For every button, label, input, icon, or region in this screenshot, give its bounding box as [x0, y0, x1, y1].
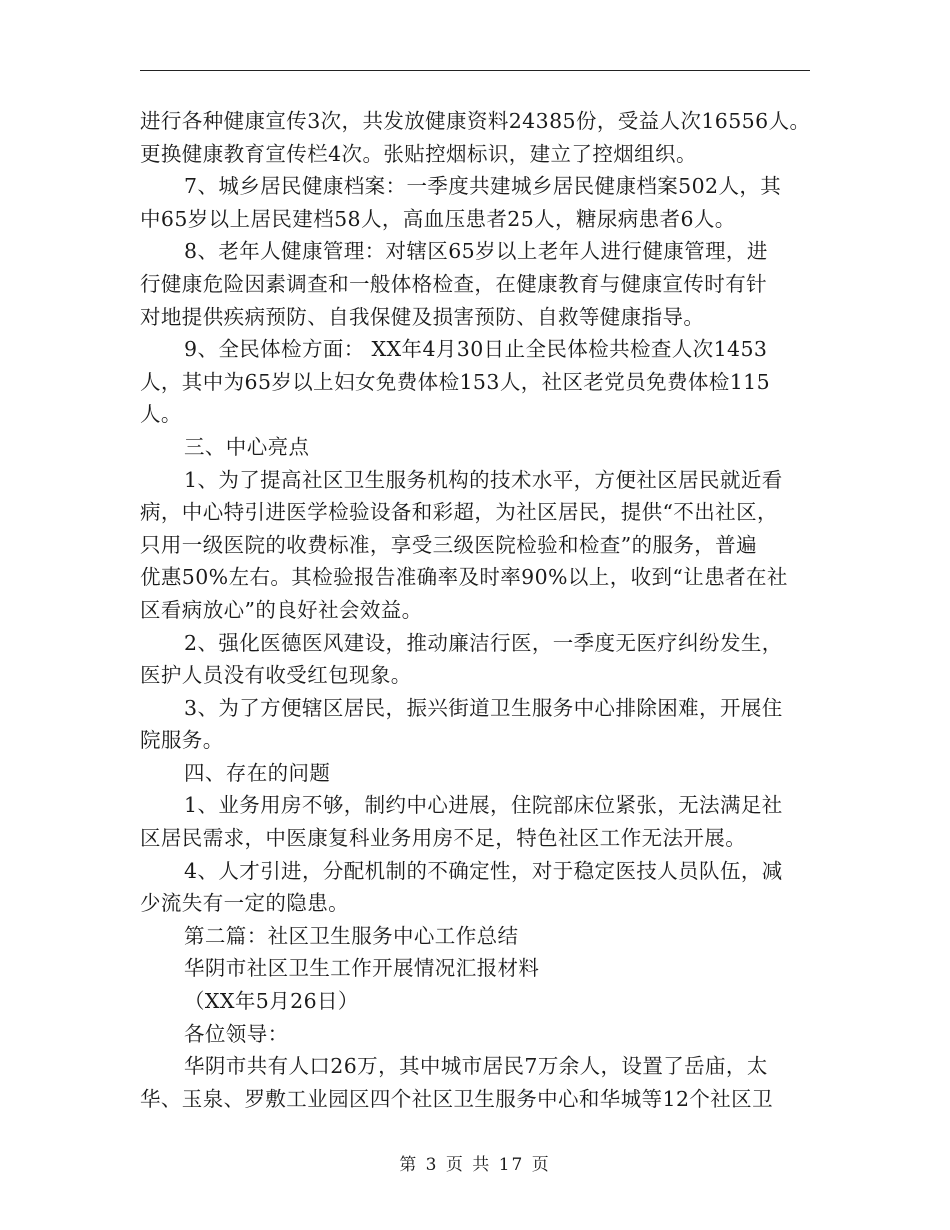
- text-line: 行健康危险因素调查和一般体格检查，在健康教育与健康宣传时有针: [140, 271, 767, 296]
- text-line: 1、业务用房不够，制约中心进展，住院部床位紧张，无法满足社: [184, 793, 783, 818]
- report-title: 华阴市社区卫生工作开展情况汇报材料: [184, 956, 540, 981]
- text-line: 人，其中为65岁以上妇女免费体检153人，社区老党员免费体检115: [140, 369, 771, 394]
- salutation: 各位领导：: [184, 1021, 289, 1046]
- text-line: 8、老年人健康管理：对辖区65岁以上老年人进行健康管理，进: [184, 239, 768, 264]
- text-line: 医护人员没有收受红包现象。: [140, 663, 412, 688]
- text-line: 少流失有一定的隐患。: [140, 891, 349, 916]
- text-line: 华、玉泉、罗敷工业园区四个社区卫生服务中心和华城等12个社区卫: [140, 1086, 773, 1111]
- text-line: 更换健康教育宣传栏4次。张贴控烟标识，建立了控烟组织。: [140, 141, 697, 166]
- text-line: 华阴市共有人口26万，其中城市居民7万余人，设置了岳庙，太: [184, 1054, 768, 1079]
- section-heading: 四、存在的问题: [184, 760, 331, 785]
- text-line: 优惠50%左右。其检验报告准确率及时率90%以上，收到“让患者在社: [140, 565, 788, 590]
- header-rule: [140, 70, 810, 71]
- chapter-title: 第二篇：社区卫生服务中心工作总结: [184, 923, 519, 948]
- text-line: 病，中心特引进医学检验设备和彩超，为社区居民，提供“不出社区，: [140, 500, 778, 525]
- text-line: 院服务。: [140, 728, 224, 753]
- text-line: 只用一级医院的收费标准，享受三级医院检验和检查”的服务，普遍: [140, 532, 757, 557]
- text-line: 人。: [140, 402, 182, 427]
- text-line: 区居民需求，中医康复科业务用房不足，特色社区工作无法开展。: [140, 826, 747, 851]
- text-line: 9、全民体检方面： XX年4月30日止全民体检共检查人次1453: [184, 337, 768, 362]
- text-line: 7、城乡居民健康档案：一季度共建城乡居民健康档案502人，其: [184, 174, 782, 199]
- text-line: 2、强化医德医风建设，推动廉洁行医，一季度无医疗纠纷发生，: [184, 630, 783, 655]
- text-line: 区看病放心”的良好社会效益。: [140, 597, 423, 622]
- document-body: [140, 105, 820, 1115]
- text-line: 4、人才引进，分配机制的不确定性，对于稳定医技人员队伍，减: [184, 858, 783, 883]
- report-date: （XX年5月26日）: [184, 989, 359, 1014]
- text-line: 中65岁以上居民建档58人，高血压患者25人，糖尿病患者6人。: [140, 206, 736, 231]
- text-line: 进行各种健康宣传3次，共发放健康资料24385份，受益人次16556人。: [140, 109, 811, 133]
- text-line: 对地提供疾病预防、自我保健及损害预防、自救等健康指导。: [140, 304, 705, 329]
- page-number-footer: 第 3 页 共 17 页: [399, 1155, 551, 1175]
- text-line: 1、为了提高社区卫生服务机构的技术水平，方便社区居民就近看: [184, 467, 783, 492]
- section-heading: 三、中心亮点: [184, 434, 310, 459]
- text-line: 3、为了方便辖区居民，振兴街道卫生服务中心排除困难，开展住: [184, 695, 783, 720]
